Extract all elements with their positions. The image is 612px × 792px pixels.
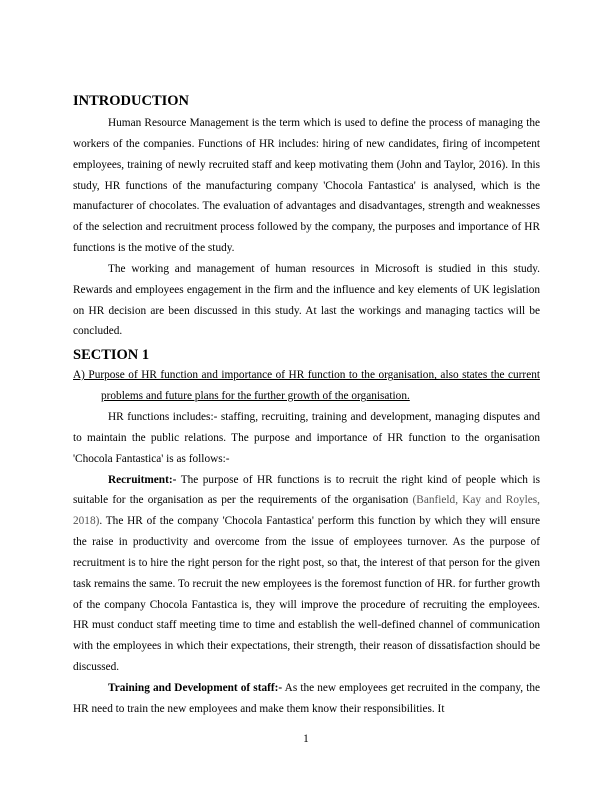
recruitment-text-a: The purpose of HR functions is to recruit the right kind of people which is suitable for the organisation as per the requirements of the organisation (73, 473, 540, 507)
section-1-heading: SECTION 1 (73, 347, 150, 364)
recruitment-text-b: . The HR of the company 'Chocola Fantastica' perform this function by which they will ensure the raise in productivity and overcome from the issue of employees turnover. As the purpose of recruitment is to hire the right person for the right post, so that, the interest of that person for the given task remains the same. To recruit the new employees is the foremost function of HR. for further growth of the company Chocola Fantastica is, they will improve the procedure of recruiting the employees. HR must conduct staff meeting time to time and establish the well-defined channel of communication with the employees in which their expectations, their strength, their reason of dissatisfaction should be discussed. (73, 515, 540, 674)
intro-paragraph-1: Human Resource Management is the term which is used to define the process of managing the workers of the companies. Functions of HR includes: hiring of new candidates, firing of incompetent employees, training of newly recruited staff and keep motivating them (John and Taylor, 2016). In this study, HR functions of the manufacturing company 'Chocola Fantastica' is analysed, which is the manufacturer of chocolates. The evaluation of advantages and disadvantages, strength and weaknesses of the selection and recruitment process followed by the company, the purposes and importance of HR functions is the motive of the study. (73, 117, 540, 255)
page-content (73, 92, 540, 720)
recruitment-citation: (Banfield, Kay and Royles, 2018) (73, 494, 541, 528)
training-label: Training and Development of staff:- (108, 681, 283, 694)
recruitment-paragraph (73, 470, 540, 678)
recruitment-label: Recruitment:- (108, 473, 177, 486)
section-1-subheading: A) Purpose of HR function and importance of HR function to the organisation, also states the current problems and future plans for the further growth of the organisation. (73, 369, 540, 403)
introduction-heading: INTRODUCTION (73, 93, 190, 109)
intro-paragraph-2: The working and management of human resources in Microsoft is studied in this study. Rewards and employees engagement in the firm and the influence and key elements of UK legislation on HR decision are been discussed in this study. At last the workings and managing tactics will be concluded. (73, 262, 540, 338)
training-paragraph (73, 678, 540, 720)
hr-functions-paragraph: HR functions includes:- staffing, recruiting, training and development, managing disputes and to maintain the public relations. The purpose and importance of HR function to the organisation 'Chocola Fantastica' is as follows:- (73, 410, 540, 465)
page-number: 1 (303, 733, 309, 745)
training-text: As the new employees get recruited in the company, the HR need to train the new employees and make them know their responsibilities. It (73, 681, 541, 715)
